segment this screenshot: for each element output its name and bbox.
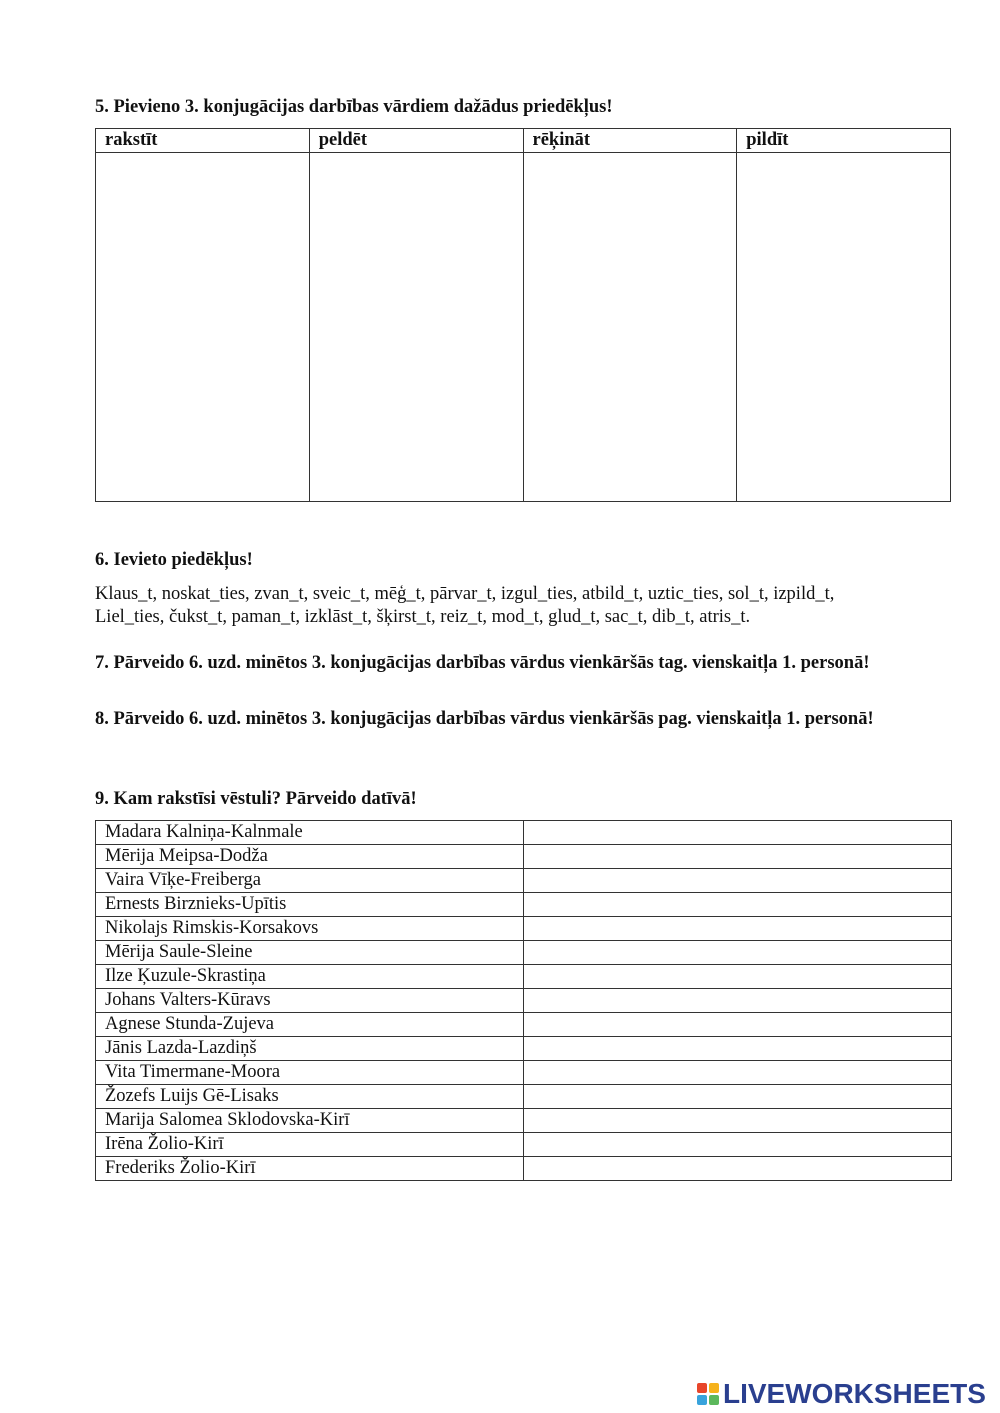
dative-answer-cell[interactable] xyxy=(524,1157,952,1181)
person-name: Ernests Birznieks-Upītis xyxy=(96,893,524,917)
prefix-table xyxy=(95,128,951,502)
task6-words-line-2: Liel_ties, čukst_t, paman_t, izklāst_t, šķirst_t, reiz_t, mod_t, glud_t, sac_t, dib_t, atris_t. xyxy=(95,607,751,627)
dative-answer-cell[interactable] xyxy=(524,917,952,941)
dative-answer-cell[interactable] xyxy=(524,941,952,965)
table-row xyxy=(96,1085,952,1109)
person-name: Nikolajs Rimskis-Korsakovs xyxy=(96,917,524,941)
task7-heading: 7. Pārveido 6. uzd. minētos 3. konjugācijas darbības vārdus vienkāršās tag. vienskaitļa 1. personā! xyxy=(95,653,870,673)
person-name: Vaira Vīķe-Freiberga xyxy=(96,869,524,893)
answer-cell-rekinat[interactable] xyxy=(523,153,737,502)
dative-answer-cell[interactable] xyxy=(524,821,952,845)
table-row xyxy=(96,1157,952,1181)
person-name: Vita Timermane-Moora xyxy=(96,1061,524,1085)
answer-cell-peldet[interactable] xyxy=(309,153,523,502)
task5-heading: 5. Pievieno 3. konjugācijas darbības vārdiem dažādus priedēkļus! xyxy=(95,97,613,117)
dative-answer-cell[interactable] xyxy=(524,1013,952,1037)
liveworksheets-logo xyxy=(697,1379,986,1409)
table-row xyxy=(96,989,952,1013)
dative-answer-cell[interactable] xyxy=(524,1133,952,1157)
dative-answer-cell[interactable] xyxy=(524,1037,952,1061)
dative-answer-cell[interactable] xyxy=(524,869,952,893)
person-name: Mērija Meipsa-Dodža xyxy=(96,845,524,869)
task8-heading: 8. Pārveido 6. uzd. minētos 3. konjugācijas darbības vārdus vienkāršās pag. vienskaitļa 1. personā! xyxy=(95,709,874,729)
table-row xyxy=(96,893,952,917)
table-row xyxy=(96,869,952,893)
logo-text: LIVEWORKSHEETS xyxy=(723,1378,986,1409)
task9-heading: 9. Kam rakstīsi vēstuli? Pārveido datīvā! xyxy=(95,789,417,809)
table-row xyxy=(96,1061,952,1085)
dative-answer-cell[interactable] xyxy=(524,965,952,989)
dative-answer-cell[interactable] xyxy=(524,1109,952,1133)
person-name: Agnese Stunda-Zujeva xyxy=(96,1013,524,1037)
dative-answer-cell[interactable] xyxy=(524,845,952,869)
table-row xyxy=(96,821,952,845)
logo-squares-icon xyxy=(697,1383,719,1405)
person-name: Žozefs Luijs Gē-Lisaks xyxy=(96,1085,524,1109)
column-header-rakstit: rakstīt xyxy=(96,129,310,153)
dative-answer-cell[interactable] xyxy=(524,989,952,1013)
person-name: Marija Salomea Sklodovska-Kirī xyxy=(96,1109,524,1133)
table-row xyxy=(96,845,952,869)
person-name: Jānis Lazda-Lazdiņš xyxy=(96,1037,524,1061)
table-row xyxy=(96,1109,952,1133)
task6-heading: 6. Ievieto piedēkļus! xyxy=(95,550,253,570)
table-row xyxy=(96,1013,952,1037)
dative-answer-cell[interactable] xyxy=(524,893,952,917)
column-header-pildit: pildīt xyxy=(737,129,951,153)
table-row xyxy=(96,965,952,989)
answer-cell-pildit[interactable] xyxy=(737,153,951,502)
table-row xyxy=(96,1037,952,1061)
person-name: Ilze Ķuzule-Skrastiņa xyxy=(96,965,524,989)
dative-answer-cell[interactable] xyxy=(524,1061,952,1085)
column-header-rekinat: rēķināt xyxy=(523,129,737,153)
person-name: Frederiks Žolio-Kirī xyxy=(96,1157,524,1181)
person-name: Johans Valters-Kūravs xyxy=(96,989,524,1013)
table-row xyxy=(96,941,952,965)
person-name: Mērija Saule-Sleine xyxy=(96,941,524,965)
person-name: Irēna Žolio-Kirī xyxy=(96,1133,524,1157)
dative-table xyxy=(95,820,952,1181)
answer-cell-rakstit[interactable] xyxy=(96,153,310,502)
table-row xyxy=(96,1133,952,1157)
task6-words-line-1: Klaus_t, noskat_ties, zvan_t, sveic_t, mēģ_t, pārvar_t, izgul_ties, atbild_t, uztic_ties, sol_t, izpild_t, xyxy=(95,584,835,604)
person-name: Madara Kalniņa-Kalnmale xyxy=(96,821,524,845)
table-row xyxy=(96,917,952,941)
column-header-peldet: peldēt xyxy=(309,129,523,153)
dative-answer-cell[interactable] xyxy=(524,1085,952,1109)
